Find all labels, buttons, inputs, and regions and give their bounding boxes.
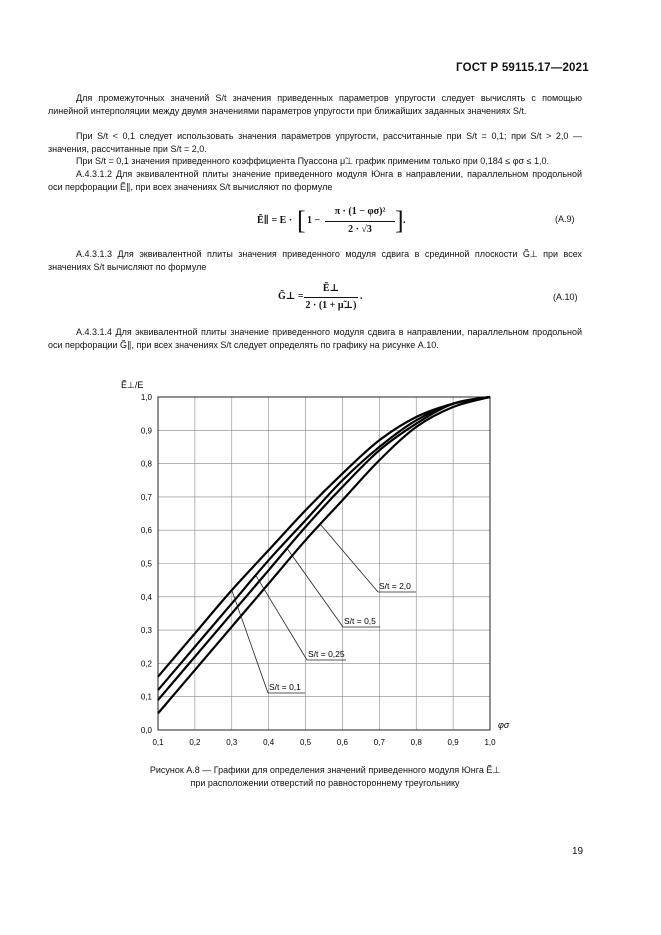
paragraph-a4313: А.4.3.1.3 Для эквивалентной плиты значения приведенного модуля сдвига в срединной плоскости G̃⊥ при всех значениях S/t вычисляют по формуле <box>48 249 582 272</box>
x-tick-label: 0,2 <box>189 738 201 747</box>
chart-series <box>158 397 490 713</box>
annotation-label-st-2-0: S/t = 2,0 <box>379 581 411 591</box>
annotation-leader-line <box>256 575 307 660</box>
x-tick-label: 0,4 <box>263 738 275 747</box>
x-tick-label: 0,5 <box>299 738 312 747</box>
formula-a10-numerator: Ẽ⊥ <box>322 283 340 294</box>
paragraph-a4312: А.4.3.1.2 Для эквивалентной плиты значение приведенного модуля Юнга в направлении, параллельном продольной оси перфорации Ẽ∥, при всех значениях S/t вычисляют по формуле <box>48 169 582 192</box>
chart-annotations <box>232 524 416 693</box>
y-tick-label: 1,0 <box>140 393 152 402</box>
page-number: 19 <box>572 846 584 857</box>
series-line-st-0-25 <box>158 397 490 690</box>
x-tick-label: 1,0 <box>484 738 496 747</box>
x-tick-label: 0,9 <box>447 738 459 747</box>
y-tick-label: 0,0 <box>140 726 152 735</box>
y-tick-label: 0,9 <box>140 426 152 436</box>
y-tick-label: 0,6 <box>140 526 152 536</box>
x-tick-label: 0,1 <box>152 738 164 747</box>
equation-number-a10: (А.10) <box>553 292 578 302</box>
y-tick-label: 0,4 <box>140 592 152 602</box>
x-tick-label: 0,6 <box>336 738 349 747</box>
formula-a9-bracket-open: [ <box>297 206 306 235</box>
formula-a9-period: . <box>403 215 406 226</box>
formula-a9-lhs: Ẽ∥ = E · <box>257 215 293 226</box>
x-tick-label: 0,7 <box>373 738 385 747</box>
series-line-st-2-0 <box>158 397 490 713</box>
paragraph-limits: При S/t < 0,1 следует использовать значения параметров упругости, рассчитанные при S/t = 0,1; при S/t > 2,0 — значения, рассчитанные при S/t = 2,0. <box>48 131 582 154</box>
annotation-label-st-0-1: S/t = 0,1 <box>269 682 301 692</box>
chart-x-axis-label: φσ <box>498 720 510 730</box>
x-tick-label: 0,8 <box>410 738 422 747</box>
formula-a9-one-minus: 1 − <box>307 215 321 226</box>
formula-a10-fraction-line <box>304 297 358 298</box>
figure-caption-line2: при расположении отверстий по равностороннему треугольнику <box>190 778 460 788</box>
series-line-st-0-1 <box>158 397 490 677</box>
annotation-label-st-0-5: S/t = 0,5 <box>344 616 376 626</box>
annotation-leader-line <box>320 524 378 592</box>
chart-y-axis-label: Ẽ⊥/E <box>121 380 144 390</box>
formula-a9-fraction-line <box>325 221 395 222</box>
formula-a10-denominator: 2 · (1 + μ̃⊥) <box>305 300 357 311</box>
formula-a9 <box>257 206 407 240</box>
formula-a10-lhs: G̃⊥ = <box>278 291 304 302</box>
chart-ticks <box>141 393 496 747</box>
equation-number-a9: (А.9) <box>555 214 575 224</box>
y-tick-label: 0,5 <box>140 559 152 569</box>
formula-a10 <box>278 283 368 315</box>
x-tick-label: 0,3 <box>226 738 238 747</box>
annotation-leader-line <box>287 549 343 627</box>
annotation-label-st-0-25: S/t = 0,25 <box>308 649 345 659</box>
paragraph-a4314: А.4.3.1.4 Для эквивалентной плиты значение приведенного модуля сдвига в направлении, параллельном продольной оси перфорации G̃∥, при всех значениях S/t следует определять по графику на рисунке А.10. <box>48 327 582 350</box>
formula-a9-denominator: 2 · √3 <box>348 224 372 235</box>
document-id: ГОСТ Р 59115.17—2021 <box>456 62 589 74</box>
chart-young-modulus <box>0 370 661 760</box>
formula-a9-bracket-close: ] <box>395 206 404 235</box>
y-tick-label: 0,3 <box>140 626 152 636</box>
chart-grid <box>158 397 490 730</box>
paragraph-poisson: При S/t = 0,1 значения приведенного коэффициента Пуассона μ̃⊥ график применим только при 0,184 ≤ φσ ≤ 1,0. <box>76 156 550 166</box>
y-tick-label: 0,8 <box>140 459 152 469</box>
formula-a9-numerator: π · (1 − φσ)² <box>334 206 386 217</box>
formula-a10-period: . <box>360 291 363 302</box>
y-tick-label: 0,1 <box>140 692 152 702</box>
figure-caption-line1: Рисунок А.8 — Графики для определения значений приведенного модуля Юнга Ẽ⊥ <box>149 765 501 775</box>
y-tick-label: 0,7 <box>140 492 152 502</box>
paragraph-interpolation: Для промежуточных значений S/t значения приведенных параметров упругости следует вычислять с помощью линейной интерполяции между двумя значениями параметров упругости при ближайших заданных значениях S/t. <box>48 93 582 116</box>
y-tick-label: 0,2 <box>140 659 152 669</box>
